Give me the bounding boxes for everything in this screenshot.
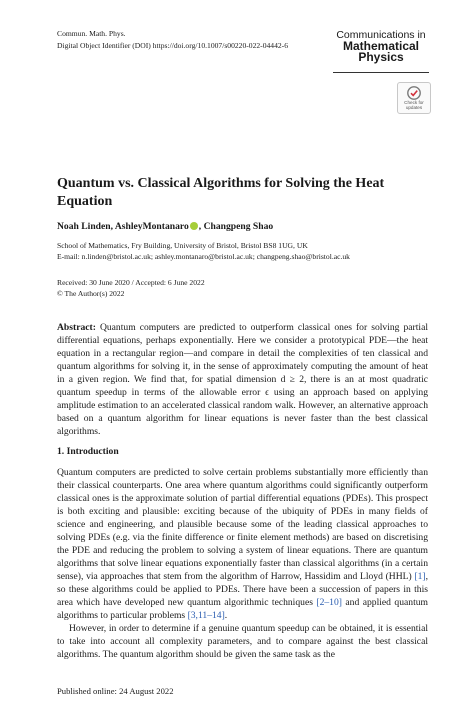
paper-title: Quantum vs. Classical Algorithms for Solving the Heat Equation [57, 176, 385, 209]
check-updates-text-1: Check for [404, 100, 424, 105]
introduction-body [57, 466, 428, 661]
journal-logo-line-2: Mathematical [342, 39, 420, 53]
orcid-icon[interactable] [190, 222, 198, 230]
journal-short-name: Commun. Math. Phys. [57, 29, 126, 38]
intro-paragraph-2: However, in order to determine if a genuine quantum speedup can be obtained, it is essential to take into account all complexity parameters, and to compare against the best classical algorithms. The quantum algorithm should be given the same task as the [57, 623, 428, 660]
citation-link[interactable]: [1] [414, 571, 426, 582]
doi-line[interactable]: Digital Object Identifier (DOI) https://doi.org/10.1007/s00220-022-04442-6 [57, 41, 289, 50]
journal-meta [57, 28, 288, 52]
check-for-updates-badge[interactable] [397, 82, 431, 114]
author-name: AshleyMontanaro [114, 221, 189, 232]
intro-text: , so these algorithms could be applied to PDEs. There have been a succession of papers in this area which have developed new quantum algorithmic techniques [57, 571, 428, 608]
section-heading: 1. Introduction [57, 446, 119, 457]
check-updates-icon [407, 86, 421, 100]
received-accepted-dates: Received: 30 June 2020 / Accepted: 6 June 2022 [57, 278, 205, 287]
journal-logo-line-3: Physics [358, 50, 404, 64]
author-list [57, 221, 273, 232]
author-name: Noah Linden, [57, 221, 115, 232]
check-updates-text-2: updates [405, 105, 423, 110]
journal-logo [333, 30, 429, 63]
copyright-line: © The Author(s) 2022 [57, 289, 125, 298]
citation-link[interactable]: [2–10] [316, 597, 342, 608]
abstract-text: Quantum computers are predicted to outperform classical ones for solving partial differential equations, perhaps exponentially. Here we consider a prototypical PDE—the heat equation in a rectangular region—and compare in detail the complexities of ten classical and quantum algorithms for solving it, in the sense of approximately computing the amount of heat in a given region. We find that, for spatial dimension d ≥ 2, there is an at most quadratic quantum speedup in terms of the allowable error ϵ using an approach based on applying amplitude estimation to an accelerated classical random walk. However, an alternative approach based on a quantum algorithm for linear equations is never faster than the best classical algorithms. [57, 322, 429, 437]
author-name: , Changpeng Shao [198, 221, 274, 232]
history-block [57, 277, 205, 299]
abstract [57, 321, 428, 438]
journal-logo-line-1: Communications in [336, 29, 426, 41]
intro-text: and applied quantum algorithms to particular problems [57, 597, 428, 621]
intro-paragraph-1 [57, 466, 428, 622]
author-emails: E-mail: n.linden@bristol.ac.uk; ashley.montanaro@bristol.ac.uk; changpeng.shao@bristol.ac.uk [57, 252, 350, 261]
abstract-label: Abstract: [57, 322, 96, 333]
journal-logo-rule [333, 72, 429, 73]
citation-link[interactable]: [3,11–14] [187, 610, 225, 621]
published-online-date: Published online: 24 August 2022 [57, 686, 174, 696]
affiliation: School of Mathematics, Fry Building, University of Bristol, Bristol BS8 1UG, UK [57, 241, 308, 250]
intro-text: . [224, 610, 228, 621]
affiliation-block [57, 240, 350, 262]
intro-text: Quantum computers are predicted to solve certain problems substantially more efficiently than their classical counterparts. One area where quantum algorithms could significantly outperform classical ones is the approximate solution of partial differential equations (PDEs). This prospect is both exciting and plausible: exciting because of the ubiquity of PDEs in many fields of science and engineering, and plausible because some of the leading classical approaches to solving PDEs (e.g. via the finite difference or finite element methods) are based on discretising the PDE and reducing the problem to solving a system of linear equations. There are quantum algorithms that solve linear equations exponentially faster than classical algorithms (in a certain sense), via approaches that stem from the algorithm of Harrow, Hassidim and Lloyd (HHL) [57, 467, 428, 582]
